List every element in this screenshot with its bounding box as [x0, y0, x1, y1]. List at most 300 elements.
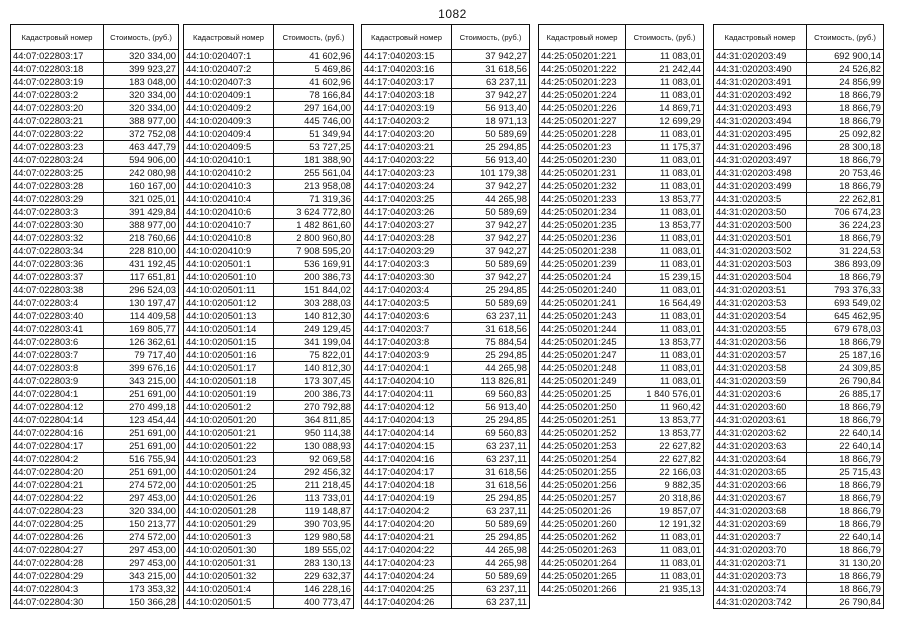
table-row [539, 89, 704, 102]
cost-value: 11 083,01 [626, 258, 704, 271]
table-row [714, 115, 884, 128]
table-row [11, 531, 179, 544]
table-row [11, 89, 179, 102]
cadastral-number: 44:10:020501:14 [184, 323, 274, 336]
cost-value: 140 812,30 [274, 362, 354, 375]
table-row [539, 375, 704, 388]
table-row [714, 245, 884, 258]
table-row [11, 414, 179, 427]
table-row [184, 362, 354, 375]
table-row [714, 180, 884, 193]
table-row [184, 596, 354, 609]
cadastral-number: 44:10:020501:11 [184, 284, 274, 297]
cadastral-number: 44:25:050201:241 [539, 297, 626, 310]
table-row [11, 193, 179, 206]
table-row [362, 401, 530, 414]
cost-value: 11 083,01 [626, 349, 704, 362]
table-row [539, 531, 704, 544]
table-row [714, 232, 884, 245]
cost-value: 18 866,79 [807, 271, 884, 284]
cadastral-number: 44:25:050201:230 [539, 154, 626, 167]
cadastral-number: 44:25:050201:248 [539, 362, 626, 375]
cost-value: 44 265,98 [452, 557, 530, 570]
cost-value: 9 882,35 [626, 479, 704, 492]
cadastral-number: 44:10:020410:4 [184, 193, 274, 206]
table-row [714, 349, 884, 362]
table-row [362, 219, 530, 232]
cadastral-number: 44:10:020410:9 [184, 245, 274, 258]
cost-value: 13 853,77 [626, 427, 704, 440]
table-row [184, 154, 354, 167]
cost-value: 200 386,73 [274, 388, 354, 401]
cost-value: 255 561,04 [274, 167, 354, 180]
cost-value: 25 092,82 [807, 128, 884, 141]
cost-value: 25 715,43 [807, 466, 884, 479]
table-row [184, 544, 354, 557]
table-row [184, 232, 354, 245]
cost-value: 41 602,96 [274, 76, 354, 89]
cost-value: 399 676,16 [104, 362, 179, 375]
cadastral-number: 44:31:020203:62 [714, 427, 807, 440]
cost-value: 69 560,83 [452, 427, 530, 440]
table-row [714, 570, 884, 583]
cadastral-number: 44:25:050201:231 [539, 167, 626, 180]
table-row [714, 336, 884, 349]
cost-value: 150 366,28 [104, 596, 179, 609]
cost-value: 11 083,01 [626, 76, 704, 89]
cadastral-number: 44:25:050201:257 [539, 492, 626, 505]
cost-value: 25 294,85 [452, 531, 530, 544]
cadastral-number: 44:10:020501:30 [184, 544, 274, 557]
cadastral-number: 44:10:020501:12 [184, 297, 274, 310]
table-row [539, 362, 704, 375]
cost-value: 63 237,11 [452, 596, 530, 609]
table-row [184, 492, 354, 505]
cadastral-number: 44:17:040204:11 [362, 388, 452, 401]
cadastral-number: 44:07:022803:30 [11, 219, 104, 232]
table-row [362, 128, 530, 141]
table-row [11, 271, 179, 284]
cadastral-number: 44:10:020409:2 [184, 102, 274, 115]
cost-value: 249 129,45 [274, 323, 354, 336]
cadastral-number: 44:25:050201:243 [539, 310, 626, 323]
table-row [362, 583, 530, 596]
cadastral-number: 44:25:050201:224 [539, 89, 626, 102]
cadastral-number: 44:07:022804:1 [11, 388, 104, 401]
table-row [539, 544, 704, 557]
cadastral-number: 44:10:020501:24 [184, 466, 274, 479]
table-row [362, 167, 530, 180]
cadastral-number: 44:31:020203:501 [714, 232, 807, 245]
table-row [11, 232, 179, 245]
table-row [539, 570, 704, 583]
table-row [362, 349, 530, 362]
table-row [11, 427, 179, 440]
cadastral-table-5 [713, 24, 884, 609]
cadastral-number: 44:10:020410:2 [184, 167, 274, 180]
table-row [714, 76, 884, 89]
table-row [184, 128, 354, 141]
cost-value: 51 349,94 [274, 128, 354, 141]
table-row [539, 115, 704, 128]
cadastral-number: 44:17:040203:6 [362, 310, 452, 323]
table-row [539, 128, 704, 141]
cadastral-number: 44:25:050201:247 [539, 349, 626, 362]
table-row [362, 154, 530, 167]
table-row [362, 180, 530, 193]
table-row [184, 323, 354, 336]
cost-value: 126 362,61 [104, 336, 179, 349]
cadastral-number: 44:31:020203:65 [714, 466, 807, 479]
table-row [714, 583, 884, 596]
cadastral-number: 44:25:050201:227 [539, 115, 626, 128]
cadastral-number: 44:10:020501:23 [184, 453, 274, 466]
header-cadastral-number: Кадастровый номер [184, 25, 274, 50]
cadastral-number: 44:31:020203:500 [714, 219, 807, 232]
cost-value: 229 632,37 [274, 570, 354, 583]
cost-value: 463 447,79 [104, 141, 179, 154]
cost-value: 56 913,40 [452, 401, 530, 414]
table-row [539, 388, 704, 401]
table-row [362, 323, 530, 336]
table-row [362, 440, 530, 453]
table-row [184, 375, 354, 388]
cost-value: 218 760,66 [104, 232, 179, 245]
table-row [539, 245, 704, 258]
cadastral-number: 44:17:040204:20 [362, 518, 452, 531]
cost-value: 18 866,79 [807, 115, 884, 128]
table-row [714, 323, 884, 336]
table-row [714, 453, 884, 466]
cost-value: 18 866,79 [807, 232, 884, 245]
cadastral-number: 44:07:022803:34 [11, 245, 104, 258]
cost-value: 12 191,32 [626, 518, 704, 531]
cost-value: 18 866,79 [807, 544, 884, 557]
table-row [362, 453, 530, 466]
cadastral-number: 44:25:050201:252 [539, 427, 626, 440]
table-row [539, 232, 704, 245]
cost-value: 41 602,96 [274, 50, 354, 63]
table-row [11, 375, 179, 388]
table-row [714, 414, 884, 427]
cost-value: 130 088,93 [274, 440, 354, 453]
cadastral-number: 44:31:020203:502 [714, 245, 807, 258]
cadastral-number: 44:25:050201:236 [539, 232, 626, 245]
cadastral-number: 44:07:022803:21 [11, 115, 104, 128]
cost-value: 11 083,01 [626, 167, 704, 180]
table-row [539, 557, 704, 570]
cadastral-number: 44:17:040204:17 [362, 466, 452, 479]
cost-value: 130 197,47 [104, 297, 179, 310]
cost-value: 297 453,00 [104, 492, 179, 505]
table-row [539, 336, 704, 349]
table-row [11, 466, 179, 479]
cost-value: 343 215,00 [104, 570, 179, 583]
cost-value: 189 555,02 [274, 544, 354, 557]
table-row [184, 570, 354, 583]
table-row [362, 544, 530, 557]
table-row [362, 388, 530, 401]
cost-value: 386 893,09 [807, 258, 884, 271]
cost-value: 37 942,27 [452, 50, 530, 63]
cost-value: 18 866,79 [807, 492, 884, 505]
cost-value: 22 640,14 [807, 427, 884, 440]
table-row [184, 531, 354, 544]
cadastral-number: 44:31:020203:67 [714, 492, 807, 505]
cost-value: 400 773,47 [274, 596, 354, 609]
cadastral-number: 44:17:040203:22 [362, 154, 452, 167]
cost-value: 274 572,00 [104, 531, 179, 544]
table-row [184, 479, 354, 492]
cost-value: 25 294,85 [452, 349, 530, 362]
cost-value: 92 069,58 [274, 453, 354, 466]
table-row [714, 427, 884, 440]
table-row [539, 193, 704, 206]
table-row [11, 440, 179, 453]
table-row [184, 414, 354, 427]
cadastral-number: 44:10:020501:20 [184, 414, 274, 427]
cost-value: 50 589,69 [452, 570, 530, 583]
table-row [184, 89, 354, 102]
cadastral-number: 44:25:050201:254 [539, 453, 626, 466]
cadastral-number: 44:07:022804:12 [11, 401, 104, 414]
cost-value: 1 482 861,60 [274, 219, 354, 232]
table-row [714, 596, 884, 609]
cost-value: 296 524,03 [104, 284, 179, 297]
table-row [714, 167, 884, 180]
cost-value: 18 866,79 [807, 453, 884, 466]
cost-value: 11 083,01 [626, 232, 704, 245]
cost-value: 26 790,84 [807, 375, 884, 388]
cadastral-number: 44:17:040203:27 [362, 219, 452, 232]
cost-value: 706 674,23 [807, 206, 884, 219]
cost-value: 63 237,11 [452, 453, 530, 466]
cost-value: 372 752,08 [104, 128, 179, 141]
table-row [362, 284, 530, 297]
table-row [362, 89, 530, 102]
cost-value: 44 265,98 [452, 544, 530, 557]
cadastral-number: 44:07:022803:8 [11, 362, 104, 375]
table-row [714, 492, 884, 505]
table-row [714, 388, 884, 401]
cadastral-number: 44:10:020501:25 [184, 479, 274, 492]
cadastral-number: 44:10:020409:1 [184, 89, 274, 102]
table-row [11, 141, 179, 154]
cadastral-number: 44:17:040203:26 [362, 206, 452, 219]
table-row [184, 583, 354, 596]
cost-value: 11 083,01 [626, 154, 704, 167]
cadastral-number: 44:25:050201:234 [539, 206, 626, 219]
table-row [11, 388, 179, 401]
cost-value: 26 885,17 [807, 388, 884, 401]
cadastral-number: 44:10:020501:31 [184, 557, 274, 570]
cadastral-number: 44:25:050201:240 [539, 284, 626, 297]
table-row [362, 531, 530, 544]
cadastral-number: 44:10:020501:21 [184, 427, 274, 440]
cost-value: 341 199,04 [274, 336, 354, 349]
table-row [11, 310, 179, 323]
cadastral-number: 44:07:022803:25 [11, 167, 104, 180]
cadastral-number: 44:31:020203:54 [714, 310, 807, 323]
table-row [539, 518, 704, 531]
cadastral-number: 44:07:022803:17 [11, 50, 104, 63]
cadastral-number: 44:17:040203:28 [362, 232, 452, 245]
cost-value: 13 853,77 [626, 336, 704, 349]
cadastral-number: 44:31:020203:64 [714, 453, 807, 466]
cadastral-number: 44:17:040204:13 [362, 414, 452, 427]
table-row [362, 362, 530, 375]
cadastral-number: 44:17:040203:5 [362, 297, 452, 310]
cost-value: 2 800 960,80 [274, 232, 354, 245]
cost-value: 37 942,27 [452, 219, 530, 232]
table-row [11, 505, 179, 518]
cadastral-number: 44:25:050201:251 [539, 414, 626, 427]
header-cost: Стоимость, (руб.) [104, 25, 179, 50]
cost-value: 283 130,13 [274, 557, 354, 570]
cadastral-number: 44:31:020203:493 [714, 102, 807, 115]
table-row [184, 193, 354, 206]
cost-value: 11 083,01 [626, 323, 704, 336]
cadastral-number: 44:25:050201:262 [539, 531, 626, 544]
cost-value: 114 409,58 [104, 310, 179, 323]
header-cadastral-number: Кадастровый номер [539, 25, 626, 50]
table-row [539, 102, 704, 115]
cadastral-number: 44:07:022804:26 [11, 531, 104, 544]
cadastral-number: 44:31:020203:504 [714, 271, 807, 284]
cadastral-number: 44:07:022804:29 [11, 570, 104, 583]
cost-value: 7 908 595,20 [274, 245, 354, 258]
cadastral-number: 44:17:040203:8 [362, 336, 452, 349]
cost-value: 50 589,69 [452, 258, 530, 271]
table-row [714, 63, 884, 76]
cost-value: 169 805,77 [104, 323, 179, 336]
cadastral-number: 44:17:040203:29 [362, 245, 452, 258]
table-row [362, 232, 530, 245]
table-row [11, 518, 179, 531]
cadastral-number: 44:17:040203:23 [362, 167, 452, 180]
table-row [184, 349, 354, 362]
table-row [11, 154, 179, 167]
cost-value: 22 627,82 [626, 440, 704, 453]
table-row [539, 505, 704, 518]
cost-value: 11 083,01 [626, 206, 704, 219]
cadastral-number: 44:17:040203:7 [362, 323, 452, 336]
table-row [184, 141, 354, 154]
cost-value: 594 906,00 [104, 154, 179, 167]
table-row [11, 284, 179, 297]
cadastral-number: 44:10:020410:1 [184, 154, 274, 167]
cost-value: 431 192,45 [104, 258, 179, 271]
cost-value: 25 294,85 [452, 284, 530, 297]
table-row [539, 219, 704, 232]
table-row [11, 63, 179, 76]
cost-value: 11 083,01 [626, 570, 704, 583]
cost-value: 18 866,79 [807, 414, 884, 427]
cadastral-number: 44:07:022803:3 [11, 206, 104, 219]
cadastral-number: 44:17:040204:1 [362, 362, 452, 375]
table-row [184, 297, 354, 310]
table-row [184, 388, 354, 401]
cadastral-number: 44:31:020203:55 [714, 323, 807, 336]
cost-value: 31 618,56 [452, 479, 530, 492]
table-row [362, 414, 530, 427]
cadastral-number: 44:10:020501:16 [184, 349, 274, 362]
cadastral-number: 44:07:022803:6 [11, 336, 104, 349]
header-cadastral-number: Кадастровый номер [11, 25, 104, 50]
cadastral-number: 44:31:020203:499 [714, 180, 807, 193]
cost-value: 44 265,98 [452, 362, 530, 375]
cadastral-table-2 [183, 24, 354, 609]
table-row [362, 63, 530, 76]
cost-value: 56 913,40 [452, 154, 530, 167]
cost-value: 173 307,45 [274, 375, 354, 388]
cadastral-number: 44:10:020407:2 [184, 63, 274, 76]
cadastral-number: 44:31:020203:61 [714, 414, 807, 427]
table-row [362, 492, 530, 505]
cost-value: 79 717,40 [104, 349, 179, 362]
table-row [362, 258, 530, 271]
cost-value: 22 166,03 [626, 466, 704, 479]
cost-value: 228 810,00 [104, 245, 179, 258]
cost-value: 160 167,00 [104, 180, 179, 193]
table-row [184, 219, 354, 232]
cadastral-number: 44:07:022804:20 [11, 466, 104, 479]
cadastral-number: 44:10:020501:22 [184, 440, 274, 453]
table-row [11, 206, 179, 219]
table-row [184, 167, 354, 180]
cost-value: 1 840 576,01 [626, 388, 704, 401]
cadastral-number: 44:17:040203:25 [362, 193, 452, 206]
cost-value: 31 618,56 [452, 63, 530, 76]
cost-value: 390 703,95 [274, 518, 354, 531]
cost-value: 242 080,98 [104, 167, 179, 180]
cadastral-number: 44:07:022804:23 [11, 505, 104, 518]
table-row [11, 349, 179, 362]
table-row [539, 440, 704, 453]
cost-value: 18 866,79 [807, 102, 884, 115]
cost-value: 117 651,81 [104, 271, 179, 284]
cost-value: 150 213,77 [104, 518, 179, 531]
table-row [362, 206, 530, 219]
cost-value: 274 572,00 [104, 479, 179, 492]
cadastral-number: 44:10:020501:26 [184, 492, 274, 505]
cadastral-number: 44:07:022804:2 [11, 453, 104, 466]
cadastral-number: 44:31:020203:57 [714, 349, 807, 362]
cadastral-number: 44:17:040203:4 [362, 284, 452, 297]
table-row [714, 50, 884, 63]
cost-value: 63 237,11 [452, 440, 530, 453]
cost-value: 50 589,69 [452, 297, 530, 310]
table-row [184, 76, 354, 89]
table-row [714, 154, 884, 167]
cadastral-number: 44:25:050201:266 [539, 583, 626, 596]
table-row [714, 193, 884, 206]
cost-value: 11 083,01 [626, 557, 704, 570]
cost-value: 101 179,38 [452, 167, 530, 180]
cost-value: 31 224,53 [807, 245, 884, 258]
cadastral-number: 44:10:020501:13 [184, 310, 274, 323]
cadastral-number: 44:25:050201:228 [539, 128, 626, 141]
table-row [184, 336, 354, 349]
cost-value: 445 746,00 [274, 115, 354, 128]
cadastral-number: 44:31:020203:6 [714, 388, 807, 401]
table-row [362, 505, 530, 518]
header-cost: Стоимость, (руб.) [626, 25, 704, 50]
cost-value: 20 318,86 [626, 492, 704, 505]
cadastral-number: 44:17:040203:15 [362, 50, 452, 63]
cadastral-number: 44:10:020501:28 [184, 505, 274, 518]
header-cadastral-number: Кадастровый номер [714, 25, 807, 50]
